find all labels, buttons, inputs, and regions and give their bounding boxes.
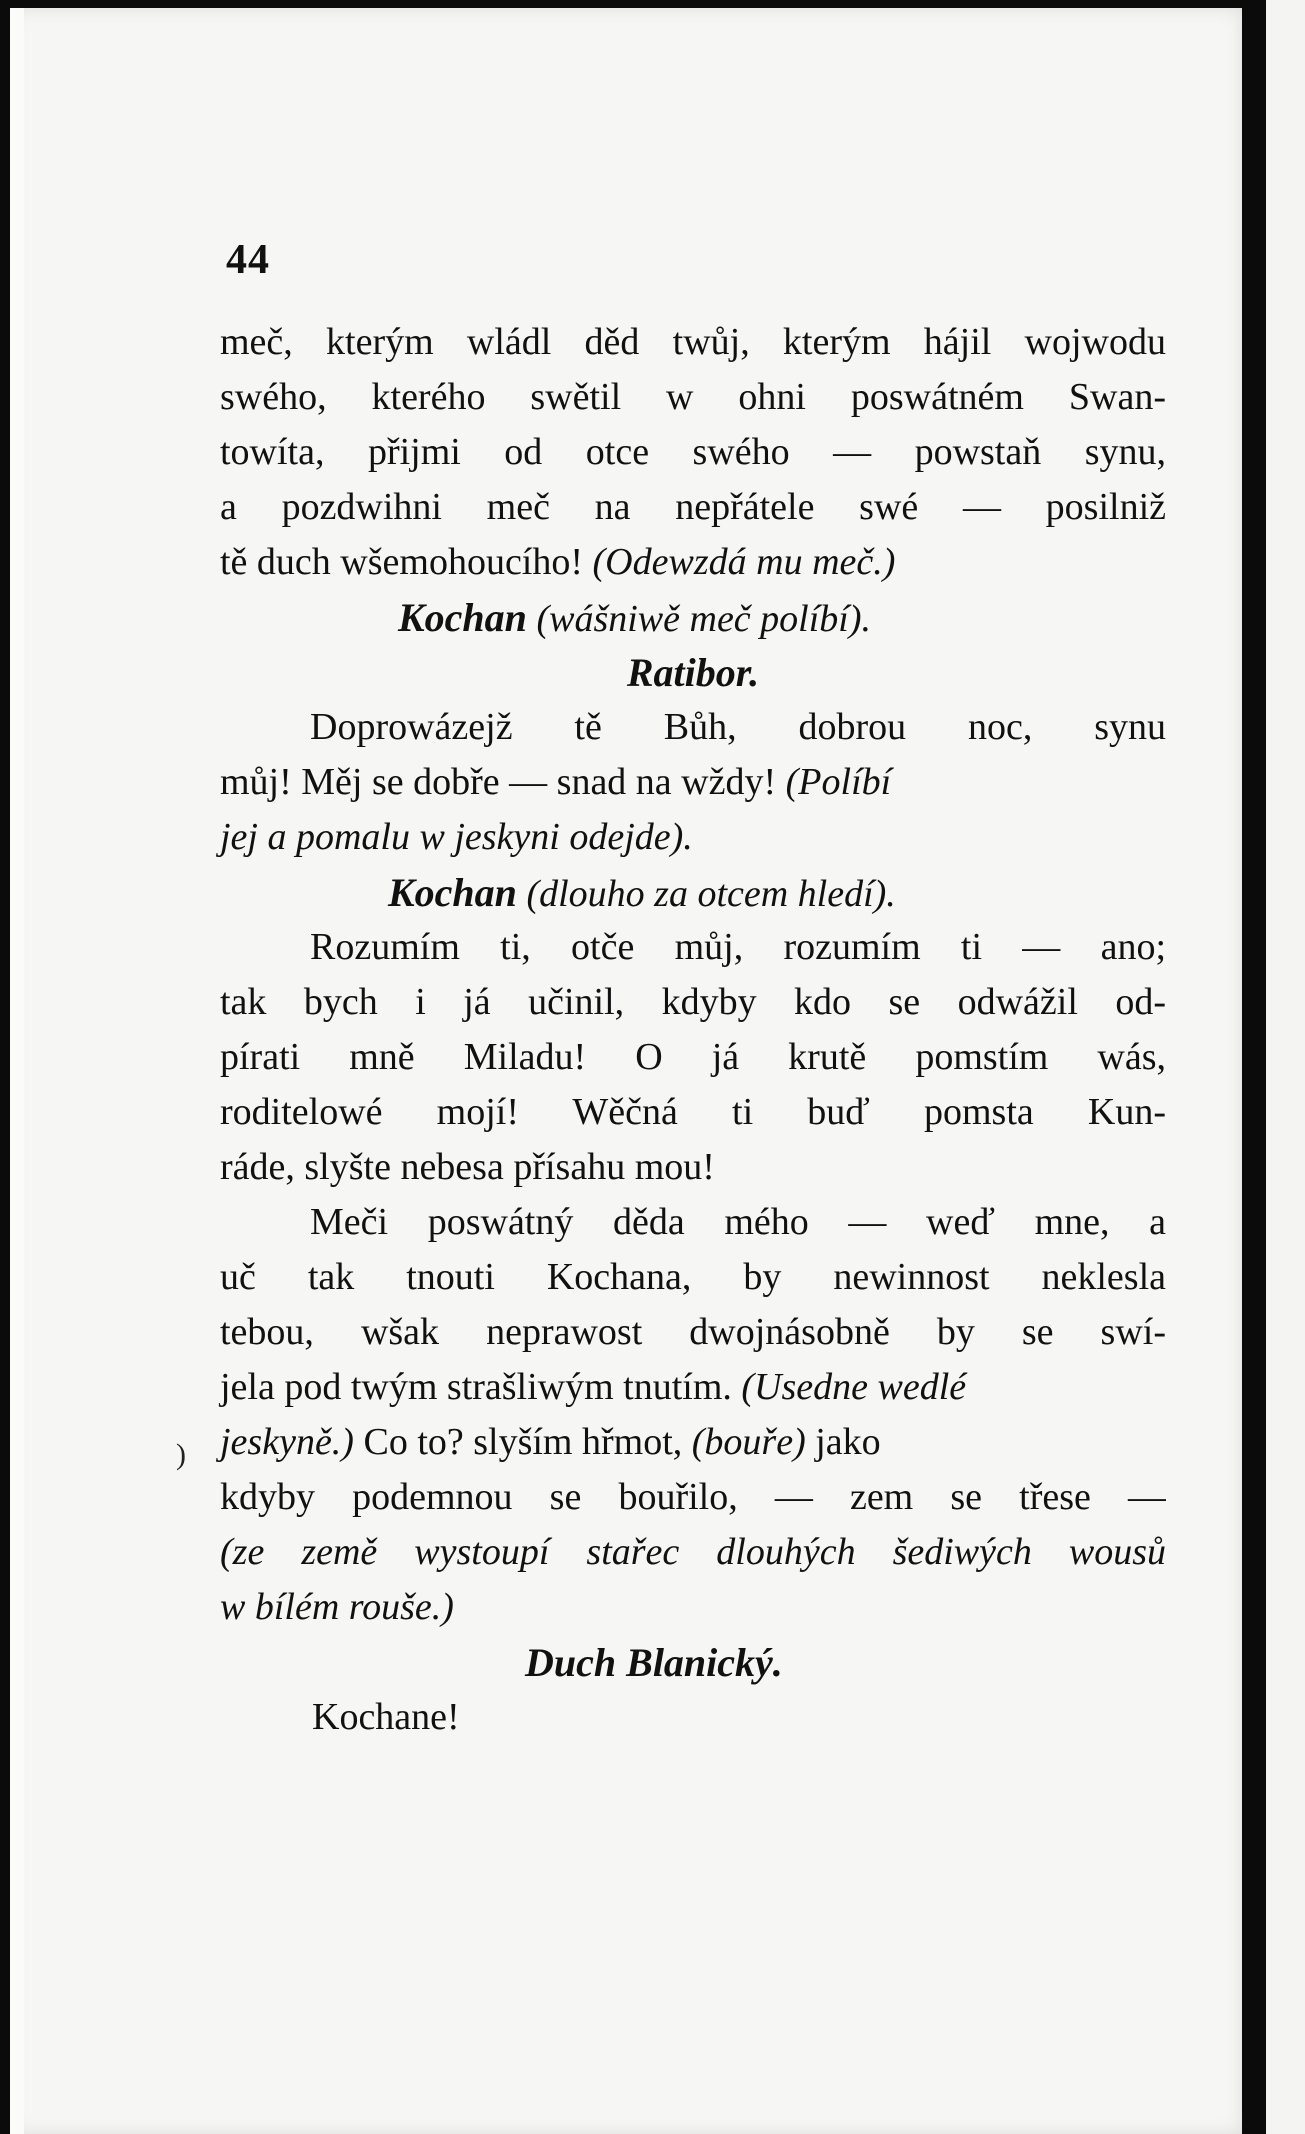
text-fragment: tě duch wšemohoucího! [220,541,584,583]
stage-direction-line: w bílém rouše.) [220,1586,454,1628]
text-line [220,1360,1166,1415]
margin-mark: ) [176,1438,186,1471]
text-line: towíta, přijmi od otce swého — powstaň synu, [220,431,1166,473]
speaker-name: Kochan [398,595,527,640]
page-edge [10,8,24,2134]
stage-direction: (Odewzdá mu meč.) [592,541,896,583]
text-line: Kochane! [312,1696,460,1738]
speaker-name: Kochan [388,870,517,915]
text-line: tak bych i já učinil, kdyby kdo se odwážil od- [220,981,1166,1023]
text-line: Meči poswátný děda mého — weď mne, a [310,1201,1166,1243]
text-line: kdyby podemnou se bouřilo, — zem se třese — [220,1476,1166,1518]
stage-direction-line: jej a pomalu w jeskyni odejde). [220,816,693,858]
next-page-edge [1266,0,1305,2134]
stage-direction: (Usedne wedlé [741,1366,967,1408]
text-line [220,755,1166,810]
speaker-line [220,645,1166,700]
stage-direction: (Políbí [785,761,892,803]
speaker-line [220,865,1166,920]
stage-direction: jeskyně.) [220,1421,354,1463]
text-line: swého, kterého swětil w ohni poswátném Swan- [220,376,1166,418]
text-line: Rozumím ti, otče můj, rozumím ti — ano; [310,926,1166,968]
page-text [220,315,1166,1745]
page-number: 44 [226,237,270,283]
text-fragment: Co to? slyším hřmot, [363,1421,683,1463]
text-fragment: jako [815,1421,881,1463]
text-line [220,535,1166,590]
text-line: uč tak tnouti Kochana, by newinnost neklesla [220,1256,1166,1298]
text-fragment: jela pod twým strašliwým tnutím. [220,1366,732,1408]
text-line: Doprowázejž tě Bůh, dobrou noc, synu [310,706,1166,748]
stage-direction: (dlouho za otcem hledí). [526,873,896,915]
speaker-line [220,590,1166,645]
speaker-name: Duch Blanický. [525,1640,783,1685]
text-line: a pozdwihni meč na nepřátele swé — posilniž [220,486,1166,528]
text-line: ráde, slyšte nebesa přísahu mou! [220,1146,715,1188]
text-line: tebou, wšak neprawost dwojnásobně by se swí- [220,1311,1166,1353]
stage-direction-line: (ze země wystoupí stařec dlouhých šediwých wousů [220,1531,1166,1573]
stage-direction: (bouře) [691,1421,806,1463]
stage-direction: (wášniwě meč políbí). [536,598,871,640]
text-fragment: můj! Měj se dobře — snad na wždy! [220,761,777,803]
text-line [220,1415,1166,1470]
text-line: roditelowé mojí! Wěčná ti buď pomsta Kun- [220,1091,1166,1133]
text-line: pírati mně Miladu! O já krutě pomstím wás, [220,1036,1166,1078]
speaker-name: Ratibor. [626,650,760,695]
speaker-line [220,1635,1166,1690]
text-line: meč, kterým wládl děd twůj, kterým hájil wojwodu [220,321,1166,363]
